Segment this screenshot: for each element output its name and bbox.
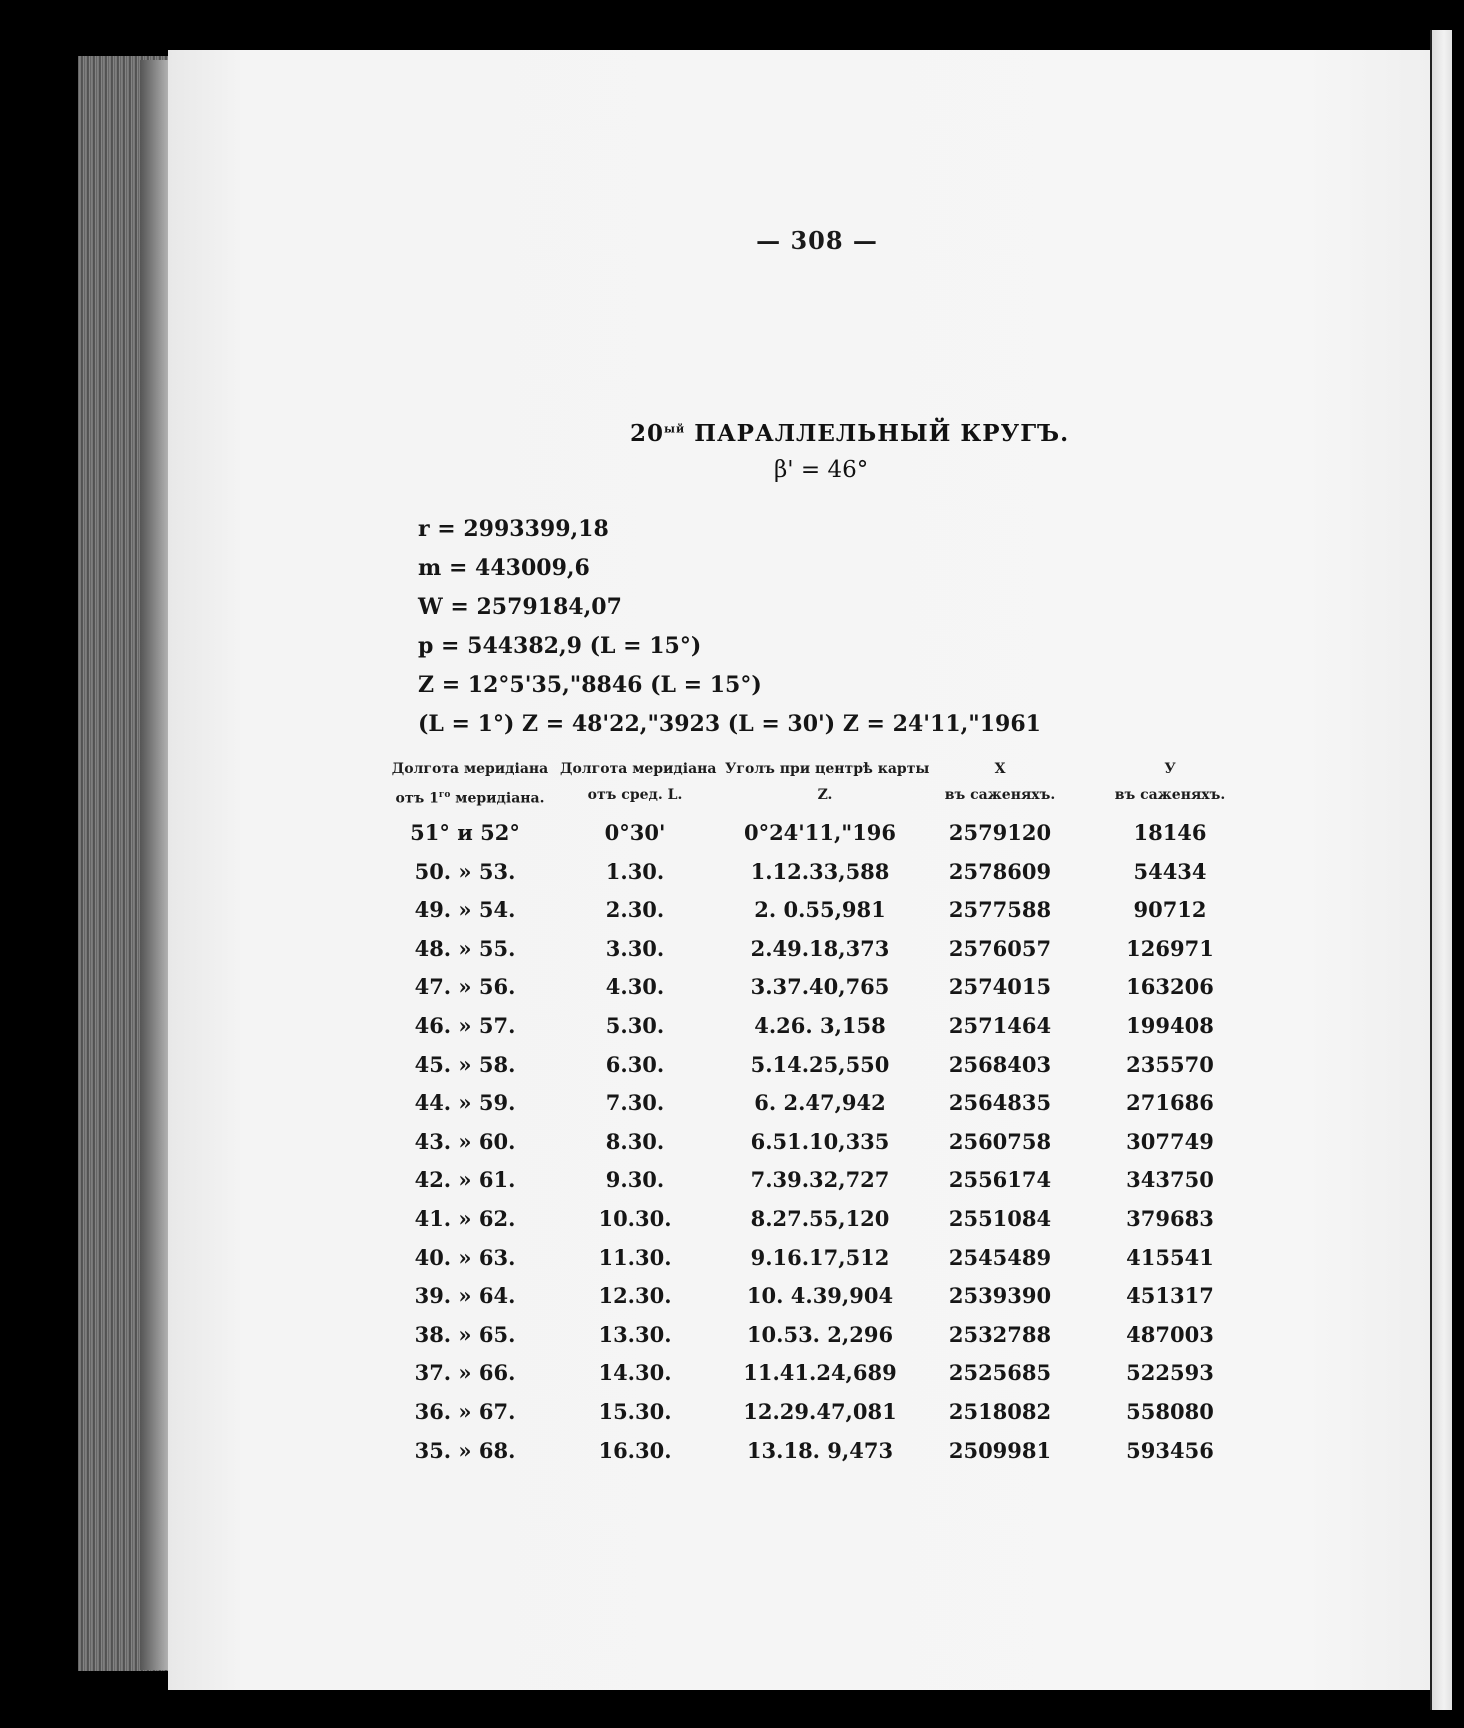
header-line: У [1164, 761, 1176, 777]
header-line: въ саженяхъ. [1114, 787, 1226, 803]
cell-y: 199408 [1126, 1012, 1214, 1038]
cell-longitude-first: 51° и 52° [410, 820, 520, 845]
cell-longitude-middle: 6.30. [605, 1051, 665, 1077]
page-number: — 308 — [756, 226, 878, 255]
section-heading [630, 420, 1069, 447]
cell-longitude-first: 44. » 59. [414, 1090, 516, 1116]
table-row [0, 1084, 1464, 1123]
cell-longitude-middle: 7.30. [605, 1090, 665, 1116]
column-header-longitude-middle [560, 756, 717, 808]
cell-angle: 3.37.40,765 [750, 974, 890, 1000]
cell-longitude-middle: 11.30. [598, 1244, 672, 1270]
cell-y: 54434 [1133, 858, 1207, 884]
cell-longitude-middle: 0°30' [604, 820, 666, 845]
cell-y: 522593 [1126, 1360, 1214, 1386]
cell-longitude-first: 36. » 67. [414, 1398, 516, 1424]
cell-x: 2545489 [948, 1244, 1052, 1270]
cell-x: 2568403 [948, 1051, 1052, 1077]
cell-longitude-middle: 12.30. [598, 1283, 672, 1309]
cell-angle: 6. 2.47,942 [754, 1090, 886, 1116]
cell-y: 451317 [1126, 1283, 1214, 1309]
cell-longitude-first: 45. » 58. [414, 1051, 516, 1077]
cell-longitude-first: 50. » 53. [414, 858, 516, 884]
table-row [0, 853, 1464, 892]
heading-title: ПАРАЛЛЕЛЬНЫЙ КРУГЪ. [694, 420, 1070, 447]
column-header-y [1090, 756, 1250, 808]
cell-longitude-first: 35. » 68. [414, 1437, 516, 1463]
cell-x: 2579120 [948, 820, 1052, 845]
cell-longitude-middle: 10.30. [598, 1205, 672, 1231]
cell-y: 558080 [1126, 1398, 1214, 1424]
cell-longitude-first: 46. » 57. [414, 1012, 516, 1038]
cell-x: 2532788 [948, 1321, 1052, 1347]
header-line: отъ $1^{го}$ меридіана. [395, 790, 545, 807]
cell-x: 2525685 [948, 1360, 1052, 1386]
cell-x: 2571464 [948, 1012, 1052, 1038]
cell-x: 2551084 [948, 1205, 1052, 1231]
constant-p: p = 544382,9 (L = 15°) [418, 633, 702, 659]
cell-y: 126971 [1126, 935, 1214, 961]
cell-longitude-first: 42. » 61. [414, 1167, 516, 1193]
cell-longitude-first: 48. » 55. [414, 935, 516, 961]
cell-y: 593456 [1126, 1437, 1214, 1463]
cell-y: 235570 [1126, 1051, 1214, 1077]
cell-angle: 12.29.47,081 [743, 1398, 897, 1424]
table-row [0, 1239, 1464, 1278]
column-header-angle [725, 756, 930, 808]
cell-angle: 2. 0.55,981 [754, 897, 886, 923]
cell-angle: 8.27.55,120 [750, 1205, 890, 1231]
table-row [0, 891, 1464, 930]
cell-longitude-middle: 13.30. [598, 1321, 672, 1347]
column-header-longitude-first [385, 756, 555, 812]
table-row [0, 968, 1464, 1007]
cell-x: 2556174 [948, 1167, 1052, 1193]
table-row [0, 1161, 1464, 1200]
cell-x: 2539390 [948, 1283, 1052, 1309]
cell-angle: 5.14.25,550 [750, 1051, 890, 1077]
cell-longitude-middle: 3.30. [605, 935, 665, 961]
constant-z-variants: (L = 1°) Z = 48'22,"3923 (L = 30') Z = 24'11,"1961 [418, 711, 1041, 737]
constant-r: r = 2993399,18 [418, 516, 609, 542]
cell-x: 2560758 [948, 1128, 1052, 1154]
cell-y: 18146 [1133, 820, 1207, 845]
cell-longitude-middle: 8.30. [605, 1128, 665, 1154]
table-row [0, 1354, 1464, 1393]
cell-x: 2574015 [948, 974, 1052, 1000]
header-line: Долгота меридіана [391, 761, 549, 777]
cell-angle: 11.41.24,689 [743, 1360, 897, 1386]
cell-x: 2576057 [948, 935, 1052, 961]
cell-x: 2518082 [948, 1398, 1052, 1424]
cell-angle: 7.39.32,727 [750, 1167, 890, 1193]
cell-y: 307749 [1126, 1128, 1214, 1154]
cell-angle: 13.18. 9,473 [746, 1437, 894, 1463]
cell-longitude-middle: 4.30. [605, 974, 665, 1000]
cell-angle: 1.12.33,588 [750, 858, 890, 884]
constant-z: Z = 12°5'35,"8846 (L = 15°) [418, 672, 762, 698]
constant-w: W = 2579184,07 [418, 594, 622, 620]
header-line: Z. [817, 787, 833, 803]
cell-angle: 6.51.10,335 [750, 1128, 890, 1154]
table-row [0, 1007, 1464, 1046]
table-row [0, 814, 1464, 853]
cell-y: 271686 [1126, 1090, 1214, 1116]
cell-y: 415541 [1126, 1244, 1214, 1270]
cell-longitude-middle: 14.30. [598, 1360, 672, 1386]
table-row [0, 1432, 1464, 1471]
constants-block [418, 510, 1041, 744]
heading-superscript: ый [664, 422, 686, 436]
table-row [0, 1316, 1464, 1355]
cell-angle: 10. 4.39,904 [746, 1283, 894, 1309]
cell-longitude-middle: 16.30. [598, 1437, 672, 1463]
cell-longitude-first: 38. » 65. [414, 1321, 516, 1347]
cell-longitude-first: 37. » 66. [414, 1360, 516, 1386]
latitude-formula: β' = 46° [774, 457, 869, 483]
table-row [0, 930, 1464, 969]
header-line: Долгота меридіана [560, 761, 717, 777]
column-header-x [920, 756, 1080, 808]
cell-angle: 2.49.18,373 [750, 935, 890, 961]
cell-longitude-first: 40. » 63. [414, 1244, 516, 1270]
cell-y: 163206 [1126, 974, 1214, 1000]
heading-number: 20 [630, 420, 665, 447]
cell-longitude-middle: 2.30. [605, 897, 665, 923]
cell-longitude-first: 43. » 60. [414, 1128, 516, 1154]
table-row [0, 1393, 1464, 1432]
table-row [0, 1123, 1464, 1162]
cell-longitude-middle: 15.30. [598, 1398, 672, 1424]
cell-x: 2578609 [948, 858, 1052, 884]
header-line: отъ сред. L. [587, 787, 683, 803]
constant-m: m = 443009,6 [418, 555, 590, 581]
header-line: X [994, 761, 1006, 777]
table-row [0, 1046, 1464, 1085]
cell-y: 90712 [1133, 897, 1207, 923]
header-line: въ саженяхъ. [944, 787, 1056, 803]
cell-y: 343750 [1126, 1167, 1214, 1193]
cell-angle: 4.26. 3,158 [754, 1012, 886, 1038]
cell-x: 2577588 [948, 897, 1052, 923]
cell-angle: 0°24'11,"196 [743, 820, 897, 845]
cell-x: 2564835 [948, 1090, 1052, 1116]
cell-angle: 9.16.17,512 [750, 1244, 890, 1270]
cell-longitude-middle: 9.30. [605, 1167, 665, 1193]
cell-y: 487003 [1126, 1321, 1214, 1347]
cell-longitude-first: 39. » 64. [414, 1283, 516, 1309]
cell-longitude-first: 49. » 54. [414, 897, 516, 923]
cell-longitude-first: 41. » 62. [414, 1205, 516, 1231]
cell-longitude-first: 47. » 56. [414, 974, 516, 1000]
cell-angle: 10.53. 2,296 [746, 1321, 894, 1347]
cell-x: 2509981 [948, 1437, 1052, 1463]
cell-longitude-middle: 5.30. [605, 1012, 665, 1038]
cell-y: 379683 [1126, 1205, 1214, 1231]
cell-longitude-middle: 1.30. [605, 858, 665, 884]
header-line: Уголъ при центрѣ карты [725, 761, 930, 777]
table-row [0, 1200, 1464, 1239]
table-row [0, 1277, 1464, 1316]
data-table [0, 814, 1464, 1470]
